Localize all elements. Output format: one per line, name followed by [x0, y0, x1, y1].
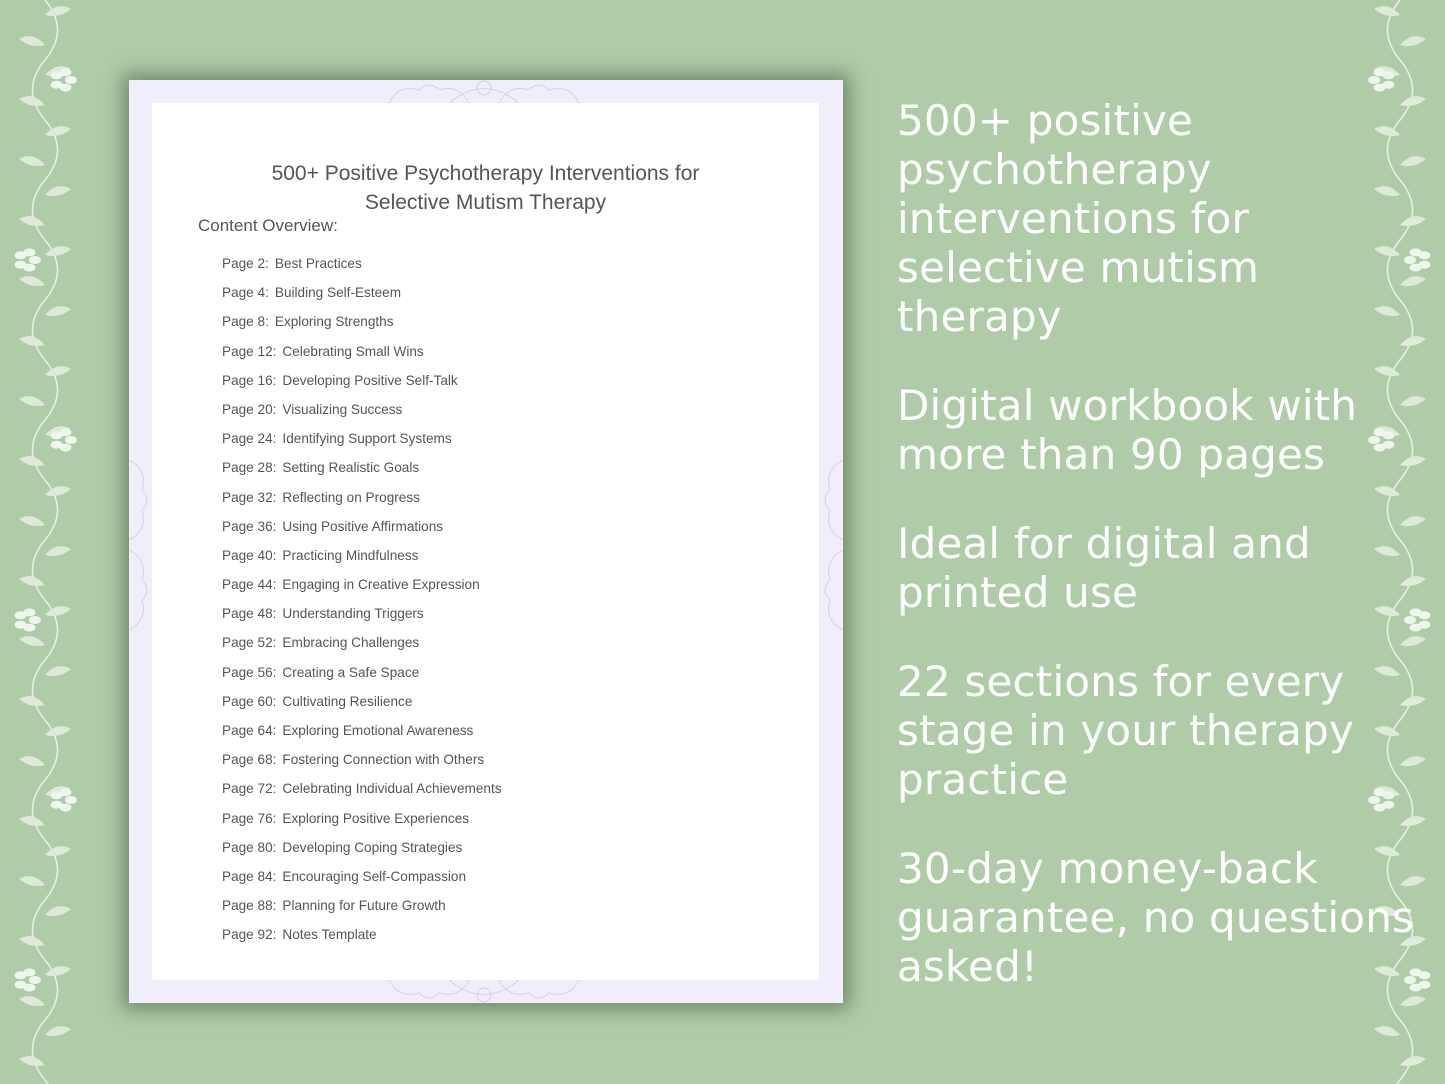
toc-page-number: Page 88:	[222, 898, 277, 914]
toc-page-number: Page 8:	[222, 314, 269, 330]
toc-item-label: Developing Coping Strategies	[282, 839, 463, 855]
document-page	[152, 103, 819, 980]
toc-item	[222, 458, 502, 487]
document-title	[152, 159, 819, 217]
feature-text: Ideal for digital and printed use	[897, 519, 1311, 617]
toc-item-label: Best Practices	[274, 256, 362, 271]
document-page-preview	[129, 80, 843, 1003]
toc-page-number: Page 92:	[222, 927, 277, 943]
toc-item	[222, 692, 502, 721]
document-title-line-1: 500+ Positive Psychotherapy Interventions for	[271, 162, 700, 185]
toc-item	[222, 575, 502, 604]
toc-item	[222, 867, 502, 896]
toc-item-label: Identifying Support Systems	[282, 431, 452, 447]
toc-item	[222, 254, 502, 283]
feature-list	[897, 96, 1427, 1031]
toc-page-number: Page 32:	[222, 489, 277, 505]
toc-page-number: Page 84:	[222, 868, 277, 884]
mandala-left-icon	[129, 450, 152, 640]
content-overview-label: Content Overview:	[198, 216, 338, 235]
toc-item-label: Setting Realistic Goals	[282, 460, 420, 476]
toc-item	[222, 400, 502, 429]
toc-item-label: Using Positive Affirmations	[282, 518, 444, 534]
toc-item-label: Creating a Safe Space	[282, 664, 420, 680]
toc-page-number: Page 40:	[222, 547, 277, 563]
mandala-bottom-icon	[379, 980, 589, 1003]
toc-item-label: Celebrating Individual Achievements	[282, 781, 502, 797]
toc-item	[222, 925, 502, 954]
toc-item-label: Exploring Emotional Awareness	[282, 723, 474, 738]
toc-item-label: Understanding Triggers	[282, 606, 424, 622]
toc-page-number: Page 44:	[222, 577, 277, 593]
toc-page-number: Page 36:	[222, 518, 277, 534]
feature-text: 22 sections for every stage in your therapy practice	[897, 657, 1355, 804]
feature-text: 30-day money-back guarantee, no questions asked!	[897, 844, 1415, 991]
feature-text: 500+ positive psychotherapy interventions for selective mutism therapy	[897, 96, 1260, 341]
toc-item	[222, 721, 502, 750]
toc-item	[222, 429, 502, 458]
toc-item	[222, 896, 502, 925]
toc-item	[222, 838, 502, 867]
toc-item-label: Planning for Future Growth	[282, 898, 446, 914]
toc-page-number: Page 76:	[222, 810, 277, 826]
toc-item-label: Reflecting on Progress	[282, 489, 420, 505]
mandala-top-icon	[379, 80, 589, 103]
toc-item-label: Notes Template	[282, 927, 377, 943]
toc-page-number: Page 64:	[222, 723, 277, 738]
toc-item	[222, 779, 502, 808]
toc-item	[222, 604, 502, 633]
toc-item	[222, 663, 502, 692]
toc-item-label: Fostering Connection with Others	[282, 752, 485, 768]
floral-vine-left-icon	[0, 0, 90, 1084]
toc-page-number: Page 48:	[222, 606, 277, 622]
toc-page-number: Page 24:	[222, 431, 277, 447]
document-title-line-2: Selective Mutism Therapy	[364, 191, 607, 214]
toc-page-number: Page 20:	[222, 401, 277, 417]
feature-text: Digital workbook with more than 90 pages	[897, 381, 1358, 479]
toc-item-label: Encouraging Self-Compassion	[282, 868, 467, 884]
toc-item-label: Cultivating Resilience	[282, 693, 413, 709]
toc-item	[222, 371, 502, 400]
toc-item	[222, 488, 502, 517]
mandala-right-icon	[820, 450, 843, 640]
toc-item	[222, 633, 502, 662]
toc-item	[222, 312, 502, 341]
toc-item-label: Developing Positive Self-Talk	[282, 372, 458, 388]
toc-page-number: Page 72:	[222, 781, 277, 797]
toc-item-label: Embracing Challenges	[282, 635, 420, 651]
toc-page-number: Page 60:	[222, 693, 277, 709]
toc-item-label: Exploring Strengths	[274, 314, 394, 330]
toc-item	[222, 283, 502, 312]
toc-page-number: Page 68:	[222, 752, 277, 768]
toc-item	[222, 517, 502, 546]
toc-item-label: Visualizing Success	[282, 401, 403, 417]
toc-item	[222, 342, 502, 371]
toc-item	[222, 750, 502, 779]
toc-page-number: Page 28:	[222, 460, 277, 476]
table-of-contents	[222, 254, 502, 955]
toc-page-number: Page 16:	[222, 372, 277, 388]
toc-item-label: Building Self-Esteem	[274, 285, 402, 301]
toc-item-label: Practicing Mindfulness	[282, 547, 419, 563]
toc-item-label: Exploring Positive Experiences	[282, 810, 470, 826]
toc-page-number: Page 4:	[222, 285, 269, 301]
toc-page-number: Page 52:	[222, 635, 277, 651]
toc-page-number: Page 2:	[222, 256, 269, 271]
toc-item	[222, 809, 502, 838]
toc-page-number: Page 80:	[222, 839, 277, 855]
toc-page-number: Page 12:	[222, 343, 277, 359]
toc-page-number: Page 56:	[222, 664, 277, 680]
toc-item	[222, 546, 502, 575]
toc-item-label: Engaging in Creative Expression	[282, 577, 480, 593]
toc-item-label: Celebrating Small Wins	[282, 343, 424, 359]
